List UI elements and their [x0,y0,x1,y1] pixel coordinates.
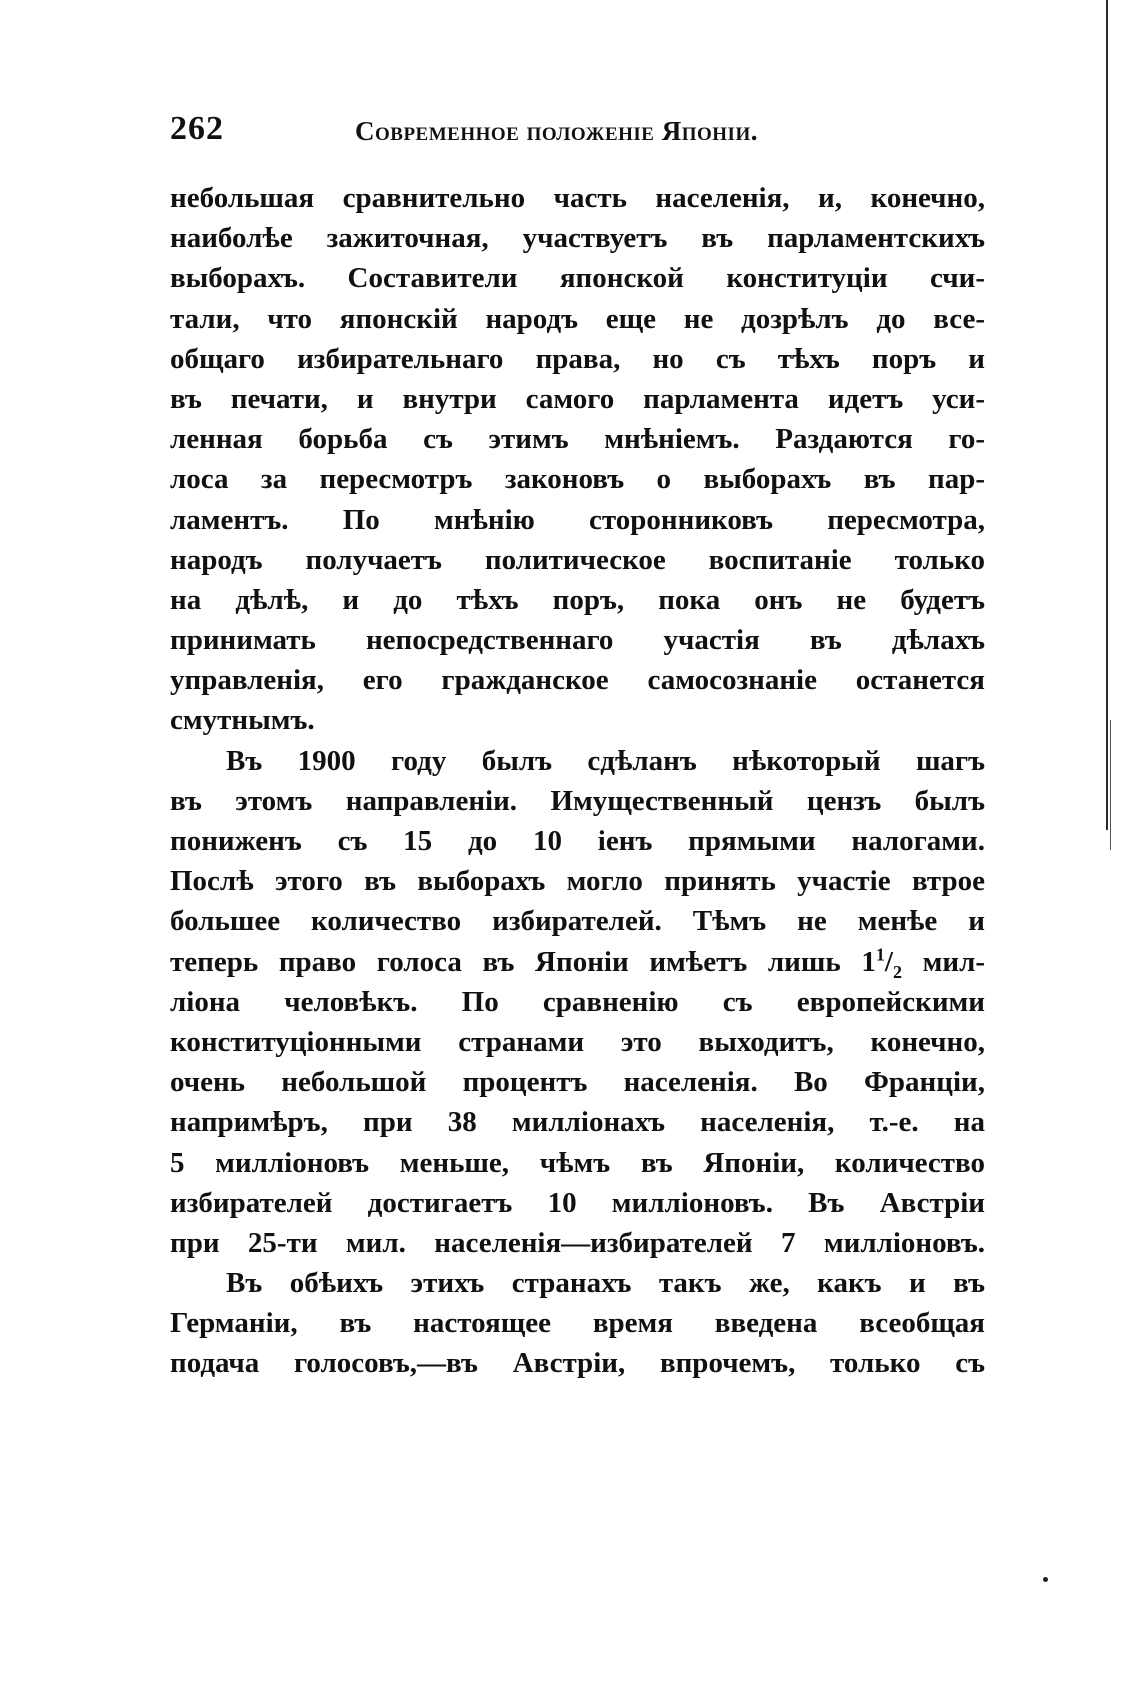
running-title: Современное положеніе Японіи. [355,116,758,146]
text-line: народъ получаетъ политическое воспитаніе только [170,543,985,576]
text-line: пониженъ съ 15 до 10 іенъ прямыми налогами. [170,825,985,857]
fraction-whole: 1 [861,945,876,978]
page-number: 262 [170,110,224,147]
ink-spot [1043,1577,1048,1582]
text-line: большее количество избирателей. Тѣмъ не менѣе и [170,905,985,938]
text-line: напримѣръ, при 38 милліонахъ населенія, т.-е. на [170,1106,985,1139]
fraction-line: теперь право голоса въ Японіи имѣетъ лишь $1^1/_2$ мил- [170,943,985,982]
fraction-numerator: 1 [875,943,885,964]
body-text [170,178,985,1384]
paragraph-start-line: Въ обѣихъ этихъ странахъ такъ же, какъ и въ [226,1267,985,1300]
text-line: конституціонными странами это выходитъ, конечно, [170,1025,985,1058]
text-line: въ этомъ направленіи. Имущественный цензъ былъ [170,784,985,817]
fraction-line-text: теперь право голоса въ Японіи имѣетъ лишь [170,945,841,978]
text-line: подача голосовъ,—въ Австріи, впрочемъ, только съ [170,1347,985,1380]
text-line: на дѣлѣ, и до тѣхъ поръ, пока онъ не будетъ [170,583,985,616]
paragraph-start-line: Въ 1900 году былъ сдѣланъ нѣкоторый шагъ [226,744,985,777]
text-line: принимать непосредственнаго участія въ дѣлахъ [170,624,985,657]
text-line: Германіи, въ настоящее время введена всеобщая [170,1307,985,1340]
page-header [170,110,990,158]
text-line: выборахъ. Составители японской конституціи счи- [170,262,985,295]
text-line: 5 милліоновъ меньше, чѣмъ въ Японіи, количество [170,1146,985,1179]
fraction-denominator: 2 [892,961,902,982]
text-line: ліона человѣкъ. По сравненію съ европейскими [170,985,985,1018]
text-line: небольшая сравнительно часть населенія, и, конечно, [170,182,985,214]
text-line: въ печати, и внутри самого парламента идетъ уси- [170,382,985,415]
text-line: очень небольшой процентъ населенія. Во Франціи, [170,1066,985,1099]
text-line: избирателей достигаетъ 10 милліоновъ. Въ Австріи [170,1186,985,1219]
text-line: общаго избирательнаго права, но съ тѣхъ поръ и [170,342,985,375]
text-line: ленная борьба съ этимъ мнѣніемъ. Раздаются го- [170,423,985,456]
fraction-tail: мил- [922,945,985,978]
text-line: тали, что японскій народъ еще не дозрѣлъ до все- [170,302,985,335]
text-line: ламентъ. По мнѣнію сторонниковъ пересмотра, [170,503,985,536]
text-line: Послѣ этого въ выборахъ могло принять участіе втрое [170,865,985,898]
text-line: смутнымъ. [170,704,315,737]
text-line: при 25-ти мил. населенія—избирателей 7 милліоновъ. [170,1226,985,1259]
page-edge-line-secondary [1110,720,1111,850]
page-edge-line [1106,0,1108,830]
text-line: наиболѣе зажиточная, участвуетъ въ парламентскихъ [170,222,985,255]
text-line: лоса за пересмотръ законовъ о выборахъ въ пар- [170,463,985,496]
text-line: управленія, его гражданское самосознаніе останется [170,664,985,697]
